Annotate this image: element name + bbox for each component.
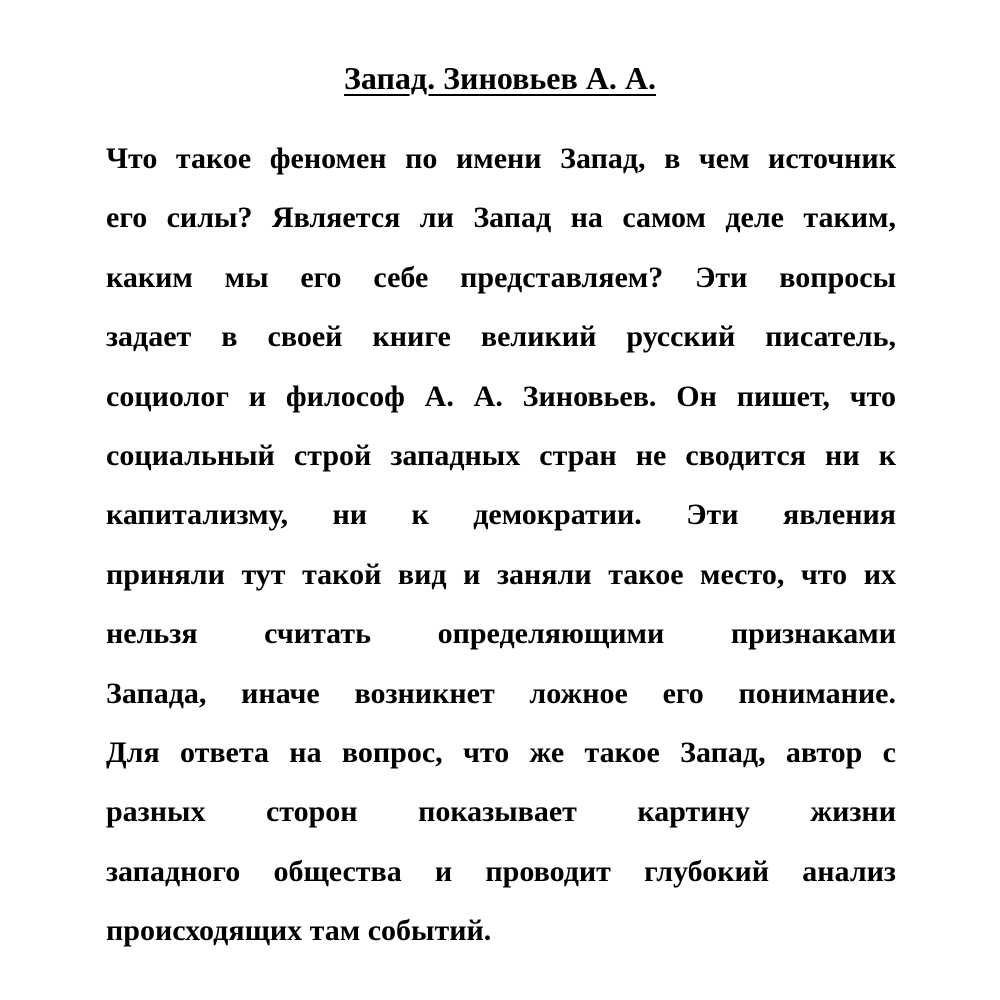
document-title — [0, 56, 1000, 100]
document-title-text: Запад. Зиновьев А. А. — [344, 60, 656, 96]
body-paragraph — [106, 133, 896, 964]
paragraph-line: каким мы его себе представляем? Эти вопросы — [106, 260, 896, 294]
paragraph-line: разных сторон показывает картину жизни — [106, 795, 896, 829]
paragraph-line: Для ответа на вопрос, что же такое Запад, автор с — [106, 735, 896, 769]
paragraph-line: нельзя считать определяющими признаками — [106, 617, 896, 651]
paragraph-line: приняли тут такой вид и заняли такое место, что их — [106, 557, 896, 591]
paragraph-line: социолог и философ А. А. Зиновьев. Он пишет, что — [106, 379, 896, 413]
paragraph-line: капитализму, ни к демократии. Эти явления — [106, 498, 896, 532]
paragraph-line: задает в своей книге великий русский писатель, — [106, 320, 896, 354]
paragraph-line: социальный строй западных стран не сводится ни к — [106, 438, 896, 472]
paragraph-line: Что такое феномен по имени Запад, в чем источник — [106, 142, 896, 175]
paragraph-line: Запада, иначе возникнет ложное его понимание. — [106, 676, 896, 710]
paragraph-line: западного общества и проводит глубокий анализ — [106, 854, 896, 888]
paragraph-line: его силы? Является ли Запад на самом деле таким, — [106, 201, 896, 235]
paragraph-line-last: происходящих там событий. — [106, 914, 492, 948]
